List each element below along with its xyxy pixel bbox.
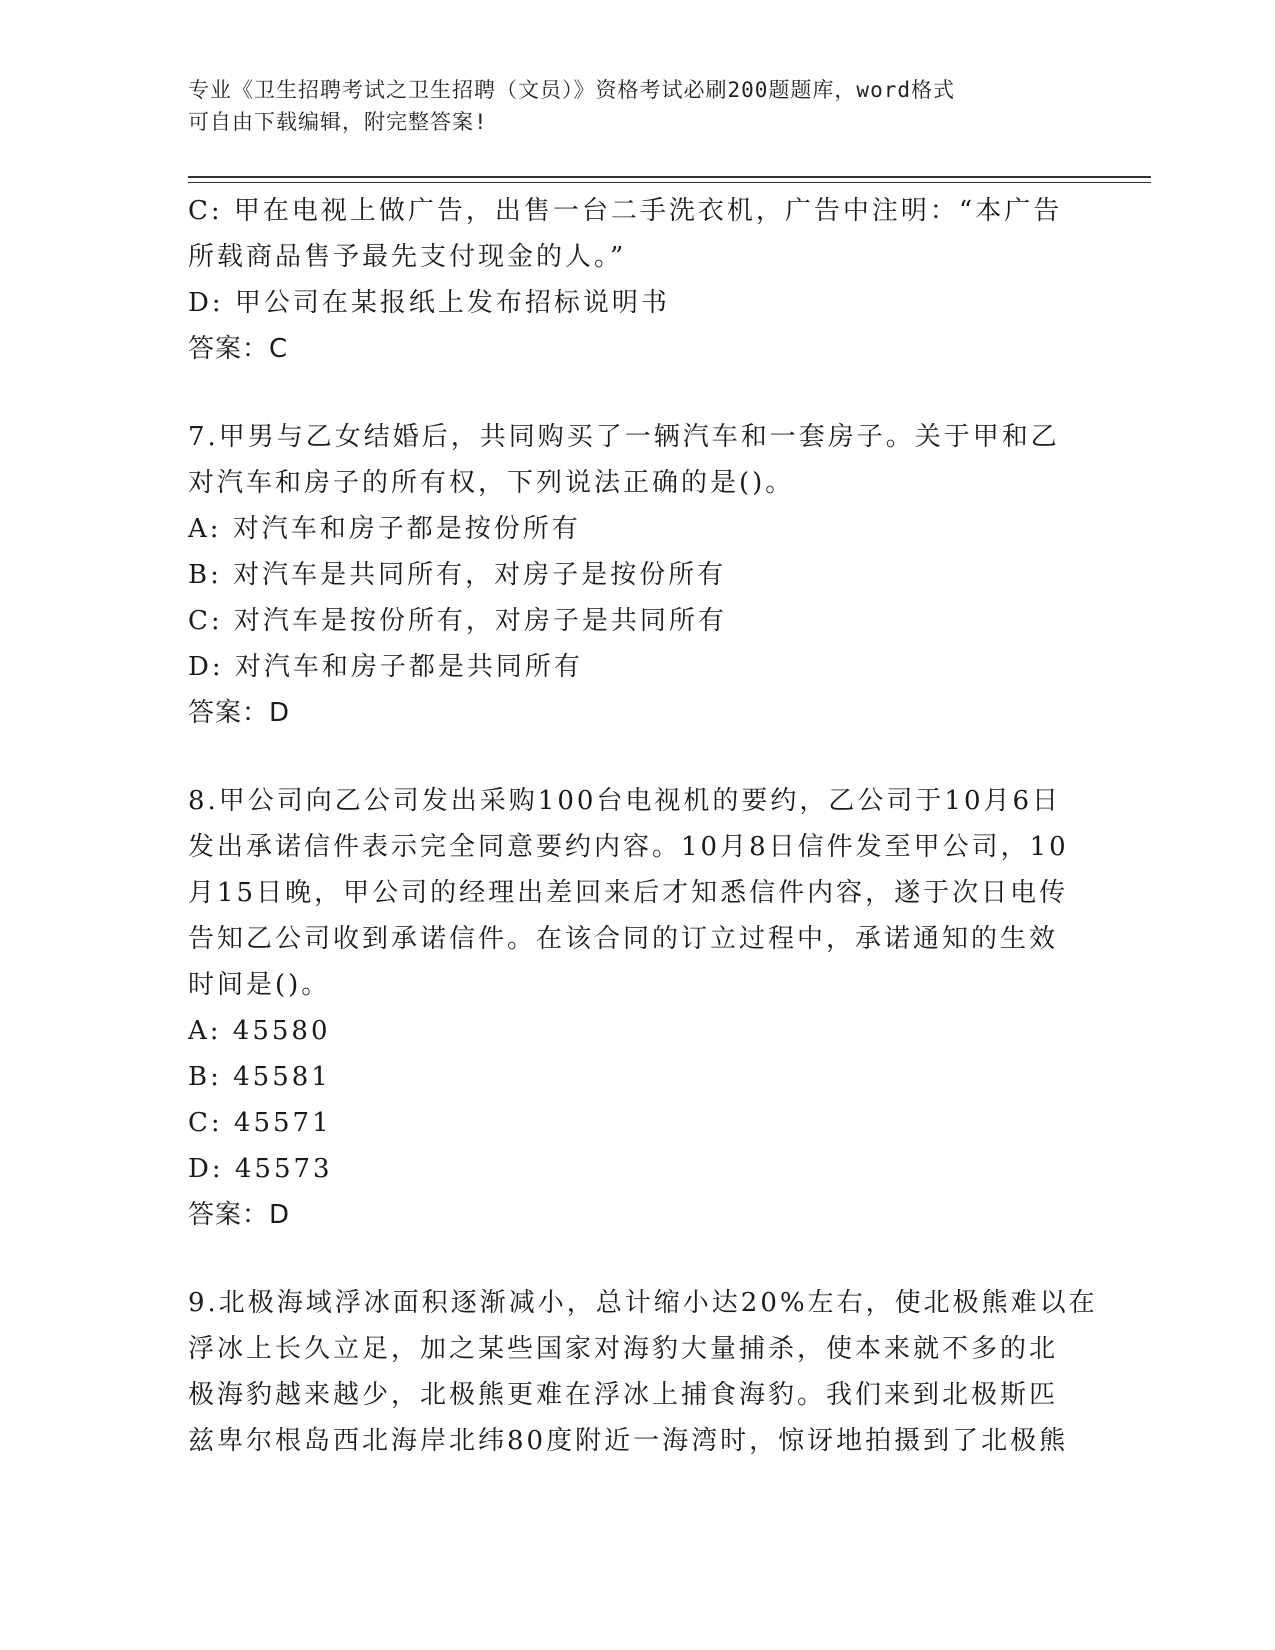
header-rule-thin <box>188 182 1151 183</box>
q7-stem-line-2: 对汽车和房子的所有权，下列说法正确的是()。 <box>188 468 795 498</box>
q8-option-d: D: 45573 <box>188 1154 333 1184</box>
q8-stem-line-1: 8.甲公司向乙公司发出采购100台电视机的要约，乙公司于10月6日 <box>188 786 1062 816</box>
header-rule-thick <box>188 176 1151 178</box>
q9-stem-line-4: 兹卑尔根岛西北海岸北纬80度附近一海湾时，惊讶地拍摄到了北极熊 <box>188 1426 1069 1456</box>
spacer <box>188 736 1088 778</box>
spacer <box>188 1238 1088 1280</box>
question-9 <box>188 1280 1098 1464</box>
question-7 <box>188 414 1088 736</box>
q8-stem-line-4: 告知乙公司收到承诺信件。在该合同的订立过程中，承诺通知的生效 <box>188 924 1059 954</box>
q6-option-c-line-2: 所载商品售予最先支付现金的人。” <box>188 242 627 272</box>
spacer <box>188 372 1088 414</box>
q8-stem-line-2: 发出承诺信件表示完全同意要约内容。10月8日信件发至甲公司，10 <box>188 832 1069 862</box>
q7-option-b: B: 对汽车是共同所有，对房子是按份所有 <box>188 560 727 590</box>
q8-stem-line-3: 月15日晚，甲公司的经理出差回来后才知悉信件内容，遂于次日电传 <box>188 878 1069 908</box>
q6-option-c-line-1: C: 甲在电视上做广告，出售一台二手洗衣机，广告中注明：“本广告 <box>188 196 1063 226</box>
q7-stem-line-1: 7.甲男与乙女结婚后，共同购买了一辆汽车和一套房子。关于甲和乙 <box>188 422 1060 452</box>
q8-answer: 答案：D <box>188 1200 291 1230</box>
page-header <box>188 74 1088 138</box>
q6-option-d: D: 甲公司在某报纸上发布招标说明书 <box>188 288 670 318</box>
q6-answer: 答案：C <box>188 334 289 364</box>
q7-option-d: D: 对汽车和房子都是共同所有 <box>188 652 583 682</box>
q7-option-c: C: 对汽车是按份所有，对房子是共同所有 <box>188 606 727 636</box>
question-8 <box>188 778 1088 1238</box>
q9-stem-line-1: 9.北极海域浮冰面积逐渐减小，总计缩小达20%左右，使北极熊难以在 <box>188 1288 1098 1318</box>
q9-stem-line-3: 极海豹越来越少，北极熊更难在浮冰上捕食海豹。我们来到北极斯匹 <box>188 1380 1059 1410</box>
header-line-2: 可自由下载编辑，附完整答案! <box>188 110 488 134</box>
q8-option-c: C: 45571 <box>188 1108 332 1138</box>
header-line-1: 专业《卫生招聘考试之卫生招聘（文员）》资格考试必刷200题题库，word格式 <box>188 78 955 102</box>
q7-answer: 答案：D <box>188 698 291 728</box>
document-body <box>188 188 1098 1464</box>
q8-stem-line-5: 时间是()。 <box>188 970 331 1000</box>
q9-stem-line-2: 浮冰上长久立足，加之某些国家对海豹大量捕杀，使本来就不多的北 <box>188 1334 1059 1364</box>
q7-option-a: A: 对汽车和房子都是按份所有 <box>188 514 581 544</box>
question-6 <box>188 188 1088 372</box>
q8-option-b: B: 45581 <box>188 1062 331 1092</box>
q8-option-a: A: 45580 <box>188 1016 331 1046</box>
